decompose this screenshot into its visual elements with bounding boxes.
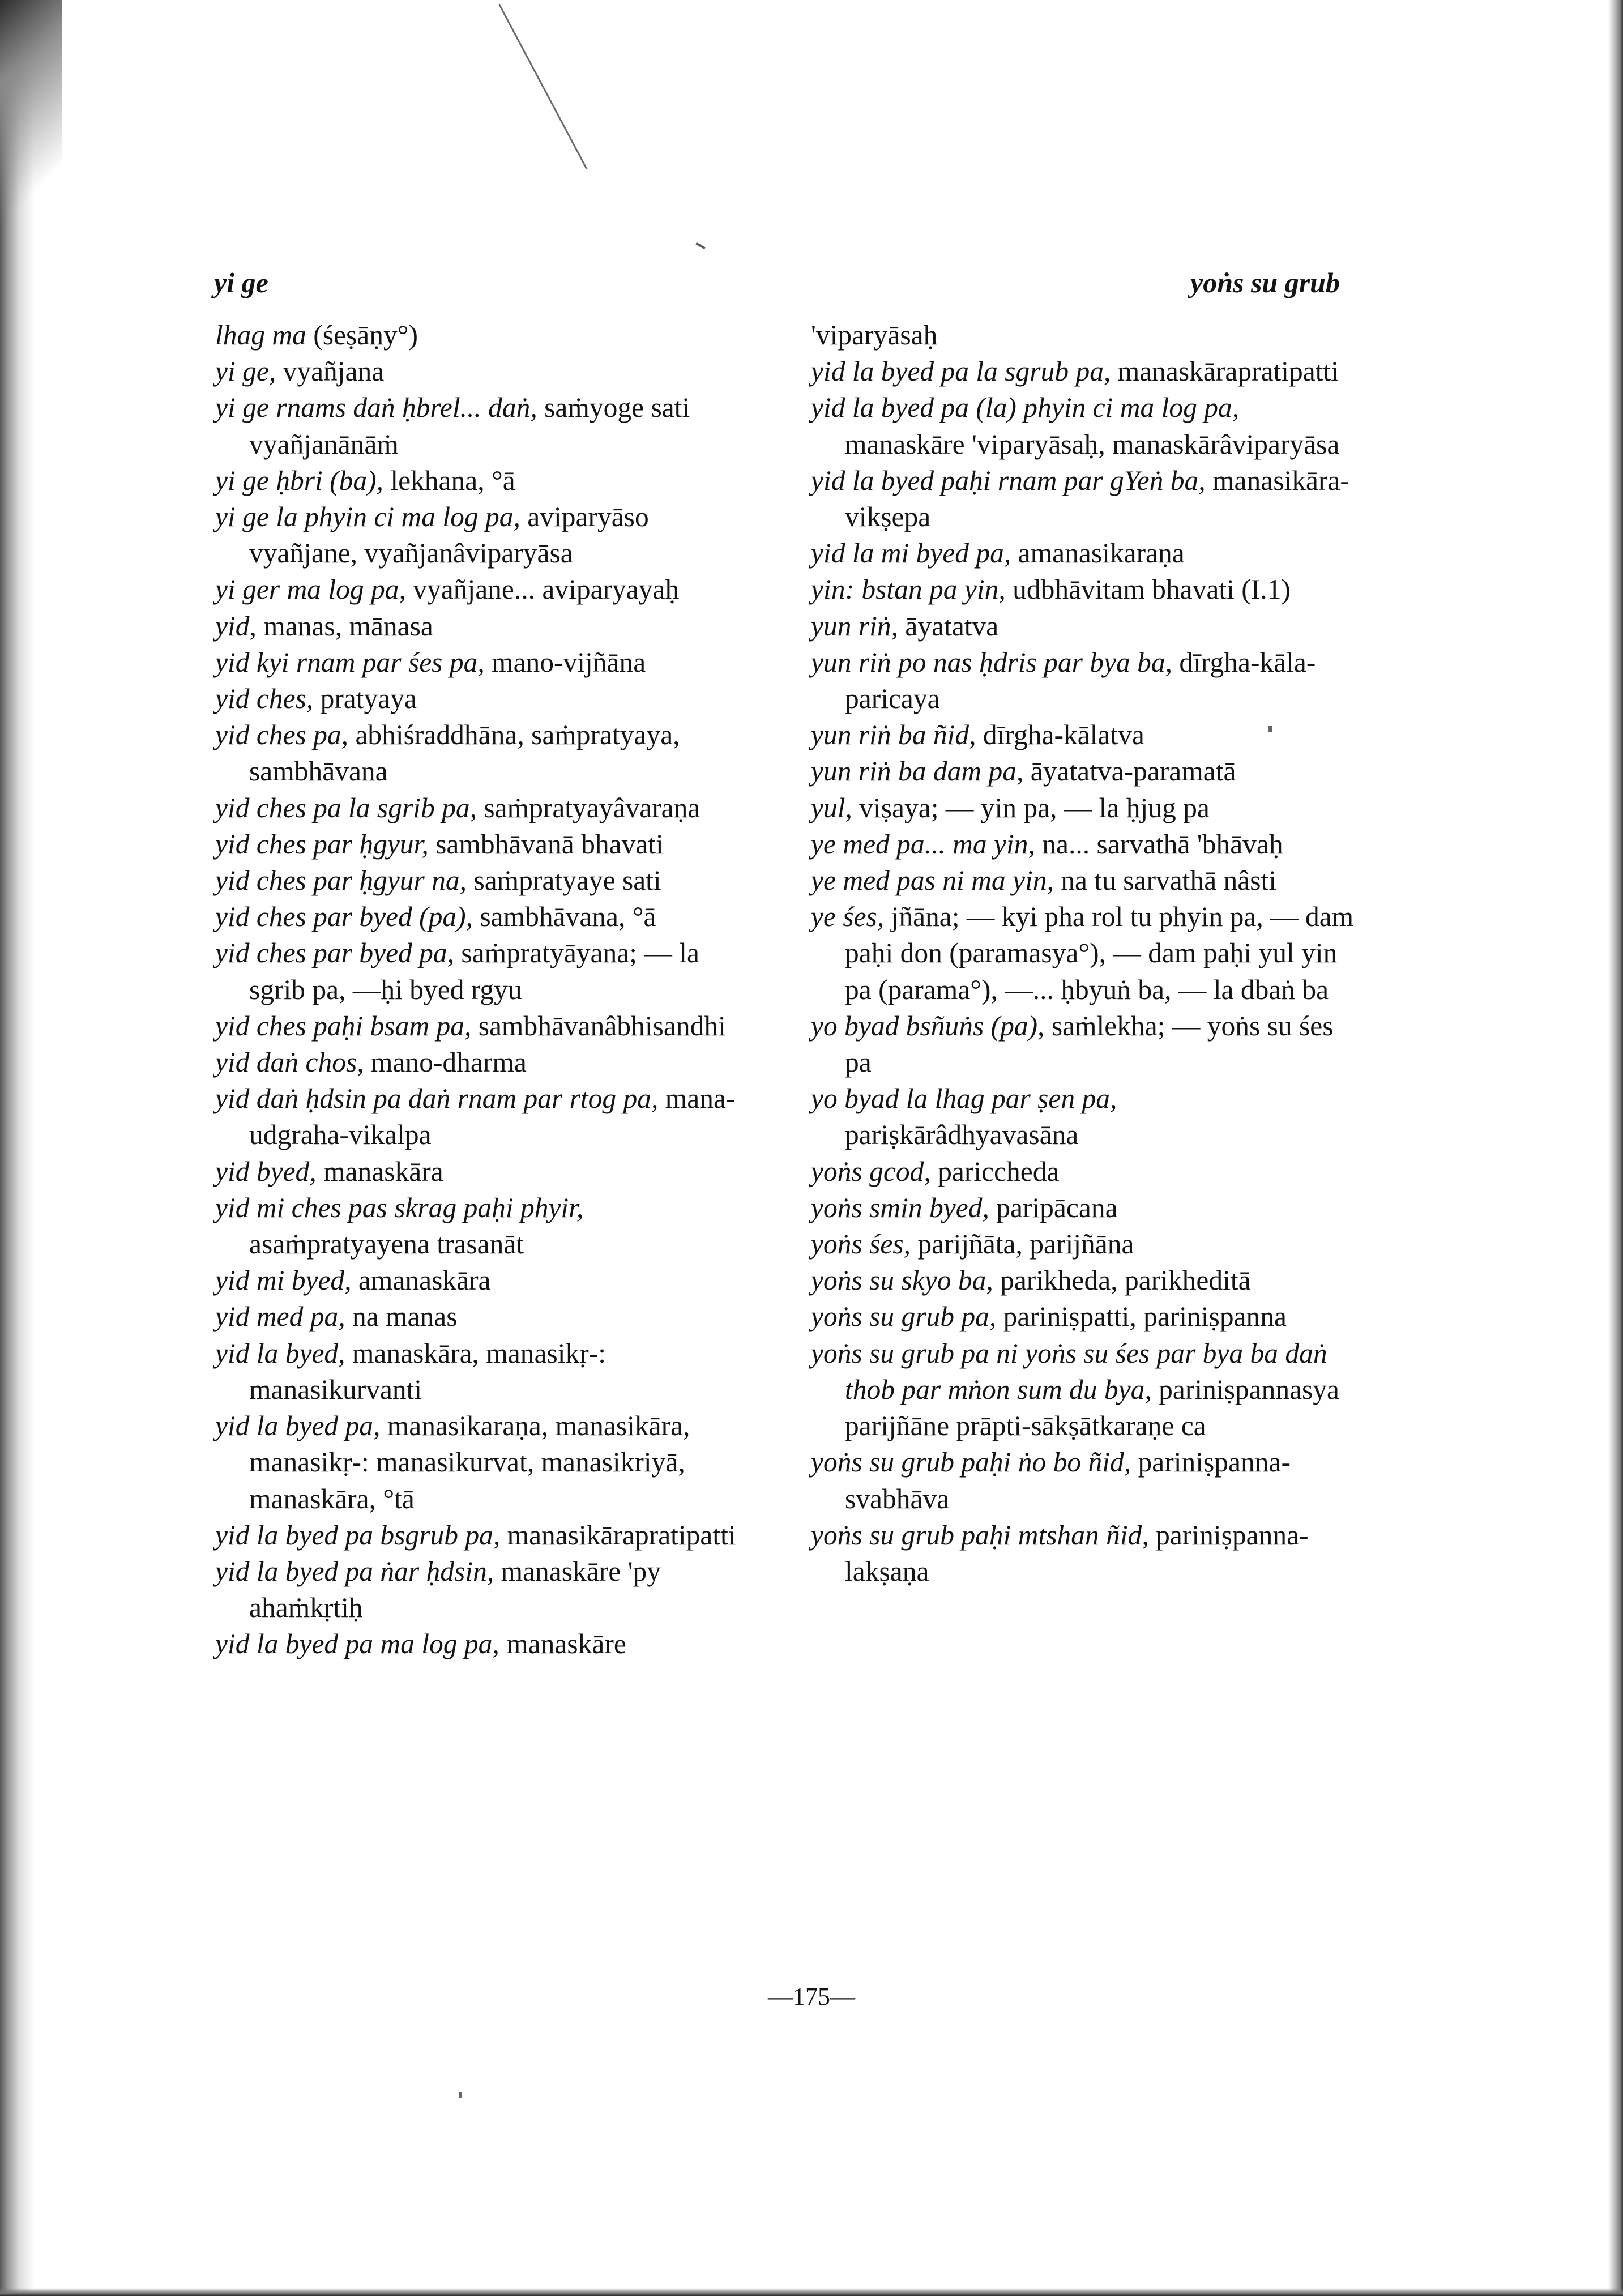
dictionary-entry [215,1299,759,1335]
dictionary-entry [215,826,759,863]
tibetan-term: yid ches par ḥgyur, [215,828,429,860]
scan-stray-mark [695,242,706,249]
dictionary-entry [811,1299,1355,1335]
sanskrit-equivalent: pariṣkārâdhyavasāna [845,1119,1079,1151]
dictionary-entry [215,1081,759,1153]
tibetan-term: yid ches paḥi bsam pa, [215,1010,472,1042]
tibetan-term: yi ge, [215,356,276,387]
sanskrit-equivalent: lekhana, °ā [383,464,515,496]
sanskrit-equivalent: mano-dharma [364,1047,527,1078]
tibetan-term: yid la mi byed pa, [811,537,1011,569]
dictionary-entry [215,571,759,608]
tibetan-term: yo byad la lhag par ṣen pa, [811,1083,1117,1115]
tibetan-term: yoṅs su grub pa ni yoṅs su śes par bya ba daṅ thob par mṅon sum du bya, [811,1337,1327,1405]
sanskrit-equivalent: mana-udgraha-vikalpa [249,1083,736,1151]
sanskrit-equivalent: amanaskāra [351,1265,491,1296]
scan-stray-line [498,4,588,170]
dictionary-entry [215,935,759,1008]
sanskrit-equivalent: vyañjane... aviparyayaḥ [405,574,680,605]
dictionary-entry [811,1190,1355,1226]
sanskrit-equivalent: saṁpratyāyana; — la sgrib pa, —ḥi byed rgyu [249,937,699,1005]
dictionary-entry [215,1554,759,1626]
dictionary-entry [811,863,1355,899]
tibetan-term: ye med pa... ma yin, [811,828,1035,860]
dictionary-entry [215,1044,759,1081]
sanskrit-equivalent: 'viparyāsaḥ [811,319,938,351]
tibetan-term: yoṅs su skyo ba, [811,1265,993,1296]
tibetan-term: yid la byed pa bsgrub pa, [215,1519,501,1551]
tibetan-term: yul, [811,792,852,823]
dictionary-entry [215,1008,759,1044]
sanskrit-equivalent: manaskāre 'py ahaṁkṛtiḥ [249,1555,661,1624]
tibetan-term: yoṅs śes, [811,1228,911,1260]
tibetan-term: yid kyi rnam par śes pa, [215,646,485,678]
tibetan-term: yid ches, [215,683,314,715]
tibetan-term: yi ge rnams daṅ ḥbrel... daṅ, [215,392,537,424]
dictionary-entry [215,1517,759,1554]
sanskrit-equivalent: parijñāta, parijñāna [910,1228,1134,1260]
tibetan-term: yid la byed pa la sgrub pa, [811,356,1111,387]
tibetan-term: yi ge ḥbri (ba), [215,464,383,496]
running-head-left: yi ge [214,267,268,298]
running-head-right: yoṅs su grub [1190,267,1340,298]
tibetan-term: yo byad bsñuṅs (pa), [811,1010,1045,1042]
dictionary-entry [215,681,759,717]
dictionary-entry [811,1226,1355,1262]
tibetan-term: ye med pas ni ma yin, [811,865,1054,897]
tibetan-term: yid ches par byed (pa), [215,901,473,933]
tibetan-term: yid ches pa la sgrib pa, [215,792,477,823]
tibetan-term: yin: bstan pa yin, [811,574,1006,605]
dictionary-entry [811,571,1355,608]
dictionary-entry [215,899,759,935]
tibetan-term: yun riṅ ba ñid, [811,719,976,751]
sanskrit-equivalent: dīrgha-kālatva [976,719,1144,751]
sanskrit-equivalent: dīrgha-kāla-paricaya [845,646,1316,715]
sanskrit-equivalent: saṁpratyayâvaraṇa [476,792,701,823]
tibetan-term: yid la byed pa (la) phyin ci ma log pa, [811,392,1240,424]
sanskrit-equivalent: amanasikaraṇa [1011,537,1185,569]
tibetan-term: yid ches par ḥgyur na, [215,865,467,897]
sanskrit-equivalent: na tu sarvathā nâsti [1053,865,1277,897]
dictionary-entry [215,1190,759,1262]
dictionary-entry [215,1408,759,1517]
tibetan-term: yid ches par byed pa, [215,937,455,969]
sanskrit-equivalent: āyatatva-paramatā [1023,756,1236,787]
sanskrit-equivalent: na manas [345,1301,458,1333]
dictionary-entry [215,390,759,462]
dictionary-entry [215,499,759,571]
dictionary-entry [215,790,759,826]
dictionary-entry [215,1262,759,1299]
sanskrit-equivalent: manasikāra-vikṣepa [845,464,1349,533]
dictionary-entry [215,1335,759,1408]
scan-dust-mark [459,2092,462,2098]
dictionary-entry [811,608,1355,645]
sanskrit-equivalent: vyañjana [276,356,385,387]
dictionary-entry [811,1154,1355,1190]
sanskrit-equivalent: udbhāvitam bhavati (I.1) [1005,574,1291,605]
sanskrit-equivalent: pariniṣpanna-lakṣaṇa [845,1519,1309,1587]
sanskrit-equivalent: (śeṣāṇy°) [306,319,418,351]
tibetan-term: yi ger ma log pa, [215,574,406,605]
tibetan-term: yun riṅ po nas ḥdris par bya ba, [811,646,1173,678]
sanskrit-equivalent: āyatatva [898,610,999,642]
dictionary-entry [811,1335,1355,1445]
tibetan-term: yid la byed paḥi rnam par gYeṅ ba, [811,464,1206,496]
dictionary-entry [811,535,1355,571]
dictionary-entry [215,463,759,499]
tibetan-term: yoṅs smin byed, [811,1192,989,1223]
sanskrit-equivalent: parikheda, parikheditā [993,1265,1251,1296]
sanskrit-equivalent: manasikaraṇa, manasikāra, manasikṛ-: manasikurvat, manasikriyā, manaskāra, °tā [249,1410,690,1514]
dictionary-entry [215,645,759,681]
tibetan-term: yid la byed, [215,1337,345,1369]
sanskrit-equivalent: manaskāra, manasikṛ-: manasikurvanti [249,1337,606,1405]
dictionary-entry [811,317,1355,353]
sanskrit-equivalent: sambhāvana, °ā [472,901,656,933]
page-number: —175— [768,1983,855,2011]
tibetan-term: yoṅs su grub paḥi ṅo bo ñid, [811,1446,1131,1478]
dictionary-entry [215,317,759,353]
sanskrit-equivalent: paripācana [989,1192,1118,1223]
tibetan-term: yid la byed pa ma log pa, [215,1628,499,1660]
dictionary-entry [215,1626,759,1662]
dictionary-entry [811,353,1355,390]
dictionary-entry [811,1008,1355,1081]
tibetan-term: yid mi byed, [215,1265,352,1296]
scan-edge-bottom [0,2288,1623,2296]
dictionary-entry [811,717,1355,753]
tibetan-term: yun riṅ ba dam pa, [811,756,1024,787]
sanskrit-equivalent: mano-vijñāna [484,646,646,678]
tibetan-term: ye śes, [811,901,885,933]
sanskrit-equivalent: pariniṣpanna-svabhāva [845,1446,1291,1514]
tibetan-term: yid ches pa, [215,719,349,751]
tibetan-term: yid mi ches pas skrag paḥi phyir, [215,1192,584,1223]
dictionary-entry [215,1154,759,1190]
sanskrit-equivalent: pariniṣpannasya parijñāne prāpti-sākṣātkaraṇe ca [845,1373,1340,1442]
sanskrit-equivalent: pariniṣpatti, pariniṣpanna [996,1301,1287,1333]
sanskrit-equivalent: jñāna; — kyi pha rol tu phyin pa, — dam paḥi don (paramasya°), — dam paḥi yul yin pa (parama°), —... ḥbyuṅ ba, — la dbaṅ ba [845,901,1354,1005]
sanskrit-equivalent: manaskāre [499,1628,626,1660]
dictionary-entry [811,1517,1355,1590]
dictionary-entry [811,826,1355,863]
sanskrit-equivalent: saṁlekha; — yoṅs su śes pa [845,1010,1334,1078]
tibetan-term: yid, [215,610,257,642]
tibetan-term: yoṅs su grub paḥi mtshan ñid, [811,1519,1149,1551]
dictionary-entry [811,790,1355,826]
scan-shadow-top-left [0,0,62,317]
dictionary-entry [811,753,1355,789]
tibetan-term: yoṅs gcod, [811,1155,931,1187]
sanskrit-equivalent: sambhāvanā bhavati [428,828,664,860]
tibetan-term: yid la byed pa ṅar ḥdsin, [215,1555,494,1587]
dictionary-entry [215,863,759,899]
dictionary-entry [811,1262,1355,1299]
dictionary-entry [215,353,759,390]
sanskrit-equivalent: asaṁpratyayena trasanāt [249,1228,524,1260]
tibetan-term: yid daṅ chos, [215,1047,364,1078]
sanskrit-equivalent: manaskāra [316,1155,443,1187]
sanskrit-equivalent: saṁpratyaye sati [467,865,661,897]
dictionary-entry [811,1444,1355,1517]
tibetan-term: yi ge la phyin ci ma log pa, [215,501,520,533]
sanskrit-equivalent: aviparyāso vyañjane, vyañjanâviparyāsa [249,501,649,569]
dictionary-entry [215,717,759,789]
tibetan-term: yid med pa, [215,1301,345,1333]
sanskrit-equivalent: viṣaya; — yin pa, — la ḥjug pa [852,792,1210,823]
sanskrit-equivalent: na... sarvathā 'bhāvaḥ [1035,828,1283,860]
tibetan-term: yid daṅ ḥdsin pa daṅ rnam par rtog pa, [215,1083,659,1115]
tibetan-term: yoṅs su grub pa, [811,1301,997,1333]
sanskrit-equivalent: manas, mānasa [256,610,433,642]
scan-edge-left [0,0,34,2296]
right-column [811,317,1355,1590]
sanskrit-equivalent: abhiśraddhāna, saṁpratyaya, sambhāvana [249,719,680,787]
sanskrit-equivalent: saṁyoge sati vyañjanānāṁ [249,392,690,460]
sanskrit-equivalent: pariccheda [930,1155,1060,1187]
dictionary-entry [811,899,1355,1008]
tibetan-term: yun riṅ, [811,610,898,642]
sanskrit-equivalent: sambhāvanâbhisandhi [471,1010,726,1042]
dictionary-entry [811,645,1355,717]
tibetan-term: yid la byed pa, [215,1410,381,1442]
sanskrit-equivalent: manaskāre 'viparyāsaḥ, manaskārâviparyāsa [845,428,1340,460]
dictionary-entry [811,1081,1355,1153]
sanskrit-equivalent: manasikārapratipatti [500,1519,736,1551]
left-column [215,317,759,1663]
dictionary-entry [811,390,1355,462]
tibetan-term: yid byed, [215,1155,317,1187]
dictionary-entry [215,608,759,645]
scan-edge-right [1608,0,1623,2296]
sanskrit-equivalent: pratyaya [313,683,417,715]
sanskrit-equivalent: manaskārapratipatti [1111,356,1339,387]
tibetan-term: lhag ma [215,319,306,351]
dictionary-entry [811,463,1355,535]
